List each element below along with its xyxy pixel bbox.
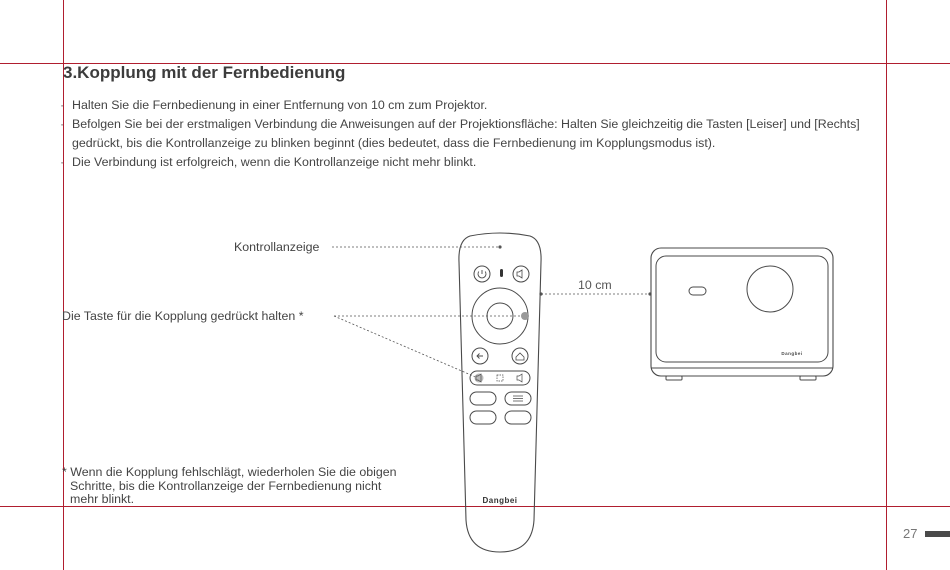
app-button-3 bbox=[505, 411, 531, 424]
indicator-light bbox=[500, 269, 503, 277]
projector-lens bbox=[747, 266, 793, 312]
menu-button bbox=[513, 266, 529, 282]
pair-leader-line-2 bbox=[334, 316, 478, 378]
remote-brand-logo: Dangbei bbox=[482, 496, 518, 505]
footnote-line: mehr blinkt. bbox=[70, 492, 135, 506]
projector-body bbox=[651, 248, 833, 376]
pair-button-label: Die Taste für die Kopplung gedrückt halten * bbox=[62, 309, 304, 323]
projector-foot-right bbox=[800, 376, 816, 380]
instruction-item: · Die Verbindung ist erfolgreich, wenn die Kontrollanzeige nicht mehr blinkt. bbox=[60, 153, 890, 172]
speaker-icon bbox=[517, 270, 522, 278]
projector-foot-left bbox=[666, 376, 682, 380]
home-button bbox=[512, 348, 528, 364]
footnote bbox=[62, 466, 452, 507]
back-icon bbox=[477, 354, 483, 359]
projector-brand-logo: Dangbei bbox=[781, 351, 803, 356]
home-icon bbox=[516, 353, 524, 360]
power-icon bbox=[478, 270, 486, 278]
indicator-leader-dot bbox=[498, 245, 501, 248]
projector-front-panel bbox=[656, 256, 828, 362]
page-number: 27 bbox=[903, 526, 918, 541]
app-button-1 bbox=[470, 392, 496, 405]
page-tab-marker bbox=[925, 531, 950, 537]
instruction-item: · Befolgen Sie bei der erstmaligen Verbindung die Anweisungen auf der Projektionsfläche: Halten Sie gleichzeitig die Tasten [Leiser] und [Rechts] gedrückt, bis die Kontrollanzeige zu blinken beginnt (dies bedeutet, dass die Fernbedienung im Kopplungsmodus ist). bbox=[60, 115, 890, 153]
volume-up-icon bbox=[517, 374, 522, 382]
menu-list-icon bbox=[513, 396, 523, 401]
section-title: 3.Kopplung mit der Fernbedienung bbox=[63, 63, 346, 82]
footnote-line: Schritte, bis die Kontrollanzeige der Fernbedienung nicht bbox=[70, 478, 382, 493]
focus-icon bbox=[497, 375, 503, 381]
distance-label: 10 cm bbox=[578, 278, 612, 292]
footnote-line: * Wenn die Kopplung fehlschlägt, wiederholen Sie die obigen bbox=[62, 465, 397, 479]
instruction-item: · Halten Sie die Fernbedienung in einer Entfernung von 10 cm zum Projektor. bbox=[60, 96, 890, 115]
right-button bbox=[521, 312, 529, 320]
app-button-2 bbox=[470, 411, 496, 424]
projector bbox=[651, 248, 833, 380]
indicator-label: Kontrollanzeige bbox=[234, 240, 320, 254]
projector-indicator bbox=[689, 287, 706, 295]
